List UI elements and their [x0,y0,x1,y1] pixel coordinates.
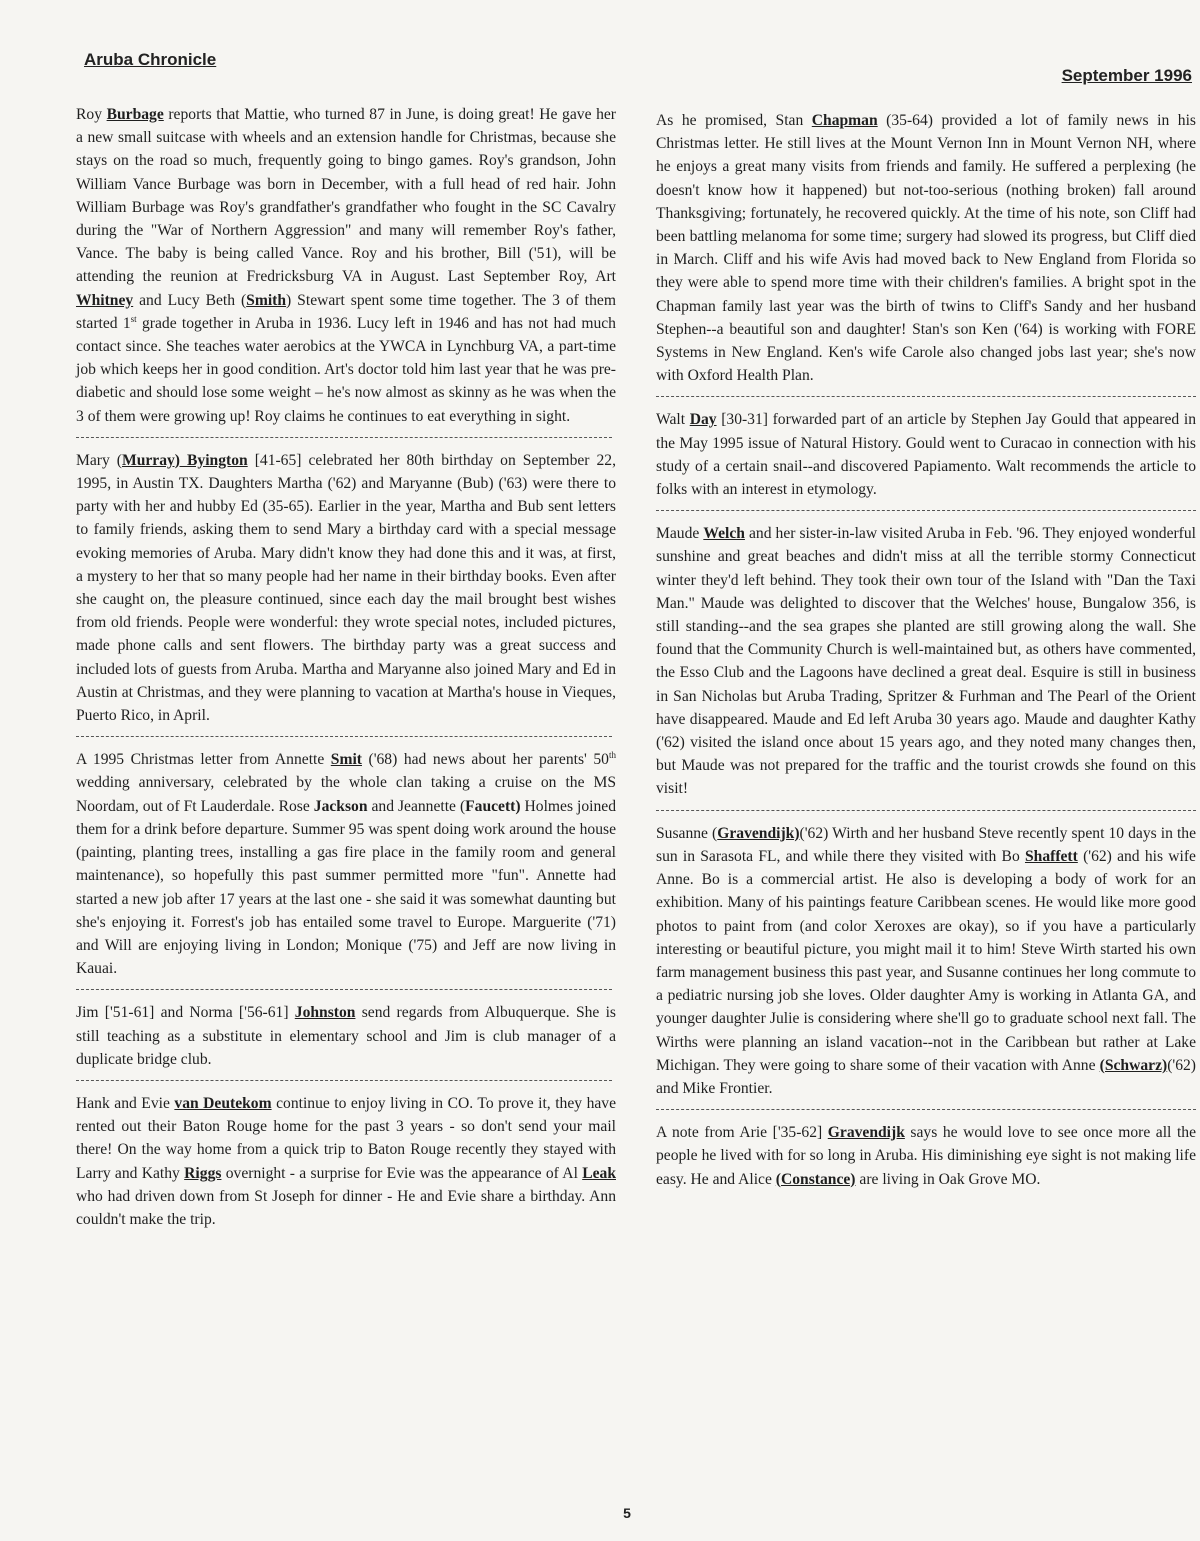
dashed-separator [656,510,1196,511]
text-run: and Lucy Beth ( [133,291,247,309]
news-item-day [656,408,1196,501]
family-name: Whitney [76,291,134,309]
family-name: Day [689,411,717,429]
dashed-separator [656,396,1196,397]
family-name: Gravendijk) [717,824,800,842]
newsletter-masthead: Aruba Chronicle [84,50,217,69]
ordinal-suffix: th [608,750,616,761]
family-name: Gravendijk [827,1124,905,1142]
dashed-separator [656,810,1196,811]
family-name: Welch [703,525,745,543]
text-run: (35-64) provided a lot of family news in his Christmas letter. He still lives at the Mount Vernon Inn in Mount Vernon NH, where he enjoys a great many visits from friends and family. He suffered a perplexing (he doesn't know how it happened) but not-too-serious (nothing broken) fall around Thanksgiving; fortunately, he recovered quickly. At the time of his note, son Cliff had been battling melanoma for some time; surgery had slowed its progress, but Cliff died in March. Cliff and his wife Avis had moved back to New England from Florida so they were able to spend more time with their children's families. A bright spot in the Chapman family last year was the birth of twins to Cliff's Sandy and her husband Stephen--a beautiful son and daughter! Stan's son Ken ('64) is working with FORE Systems in New England. Ken's wife Carole also changed jobs last year; she's now with Oxford Health Plan. [656,112,1196,385]
family-name: Chapman [811,112,878,129]
news-item-van-deutekom [76,1092,616,1231]
news-item-text [656,1121,1196,1191]
text-run: [41-65] celebrated her 80th birthday on September 22, 1995, in Austin TX. Daughters Martha ('62) and Maryanne (Bub) ('63) were there to party with her and hubby Ed (35-65). Earlier in the year, Martha and Bub sent letters to family friends, asking them to send Mary a birthday card with a special message evoking memories of Aruba. Mary didn't know they had done this and it was, at first, a mystery to her that so many people had her name in their birthday books. Even after she caught on, the pleasure continued, since each day the mail brought best wishes from old friends. People were wonderful: they wrote special notes, included pictures, made phone calls and sent flowers. The birthday party was a great success and included lots of guests from Aruba. Martha and Maryanne also joined Mary and Ed in Austin at Christmas, and they were planning to vacation at Martha's house in Vieques, Puerto Rico, in April. [76,451,616,725]
dashed-separator [76,1080,612,1081]
text-run: ('62) and his wife Anne. Bo is a commercial artist. He also is developing a body of work for an exhibition. Many of his paintings feature Caribbean scenes. He would like more good photos to paint from (and color Xeroxes are okay), so if you have a particularly interesting or beautiful picture, you might mail it to him! Steve Wirth started his own farm management business this past year, and Susanne continues her long commute to a pediatric nursing job she loves. Older daughter Amy is working in Atlanta GA, and younger daughter Julie is considering where she'll go to graduate school next fall. The Wirths were planning an island vacation--not in the Caribbean but rather at Lake Michigan. They were going to share some of their vacation with Anne [656,847,1196,1074]
text-run: Roy [76,106,107,123]
news-item-byington [76,449,616,727]
family-name: Smit [330,751,362,769]
family-name: Shaffett [1024,847,1078,865]
family-name: Burbage [106,106,164,123]
text-run: ('62) and Mike Frontier. [656,1056,1196,1097]
text-run: who had driven down from St Joseph for dinner - He and Evie share a birthday. Ann couldn't make the trip. [76,1187,616,1228]
news-item-text [76,1092,616,1231]
text-run: A 1995 Christmas letter from Annette [76,751,331,769]
dashed-separator [656,1109,1196,1110]
text-run: Susanne ( [656,824,718,842]
text-run: Mary ( [76,451,122,469]
news-item-smit [76,748,616,980]
left-column [76,103,616,1231]
news-item-text [656,109,1196,387]
text-run: ('68) had news about her parents' 50 [361,751,609,769]
text-run: Hank and Evie [76,1094,175,1112]
news-item-burbage [76,103,616,428]
news-item-text [76,748,616,980]
text-run: wedding anniversary, celebrated by the whole clan taking a cruise on the MS Noordam, out of Ft Lauderdale. Rose [76,774,616,815]
news-item-text [76,449,616,727]
news-item-gravendijk [656,1121,1196,1191]
news-item-wirth [656,822,1196,1100]
text-run: ('62) Wirth and her husband Steve recently spent 10 days in the sun in Sarasota FL, and while there they visited with Bo [656,824,1196,865]
text-run: and her sister-in-law visited Aruba in Feb. '96. They enjoyed wonderful sunshine and great beaches and didn't miss at all the terrible stormy Connecticut winter they'd left behind. They took their own tour of the Island with "Dan the Taxi Man." Maude was delighted to discover that the Welches' house, Bungalow 356, is still standing--and the sea grapes she planted are still growing along the wall. She found that the Community Church is well-maintained but, as others have commented, the Esso Club and the Lagoons have declined a great deal. Esquire is still in business in San Nicholas but Aruba Trading, Spritzer & Furhman and The Pearl of the Orient have disappeared. Maude and Ed left Aruba 30 years ago. Maude and daughter Kathy ('62) visited the island once about 15 years ago, and they noted many changes then, but Maude was not prepared for the traffic and the tourist crowds she found on this visit! [656,525,1197,798]
family-name: Murray) Byington [121,451,248,469]
news-item-johnston [76,1001,616,1071]
text-run: overnight - a surprise for Evie was the appearance of Al [221,1164,583,1182]
family-name: van Deutekom [174,1094,272,1112]
text-run: [30-31] forwarded part of an article by Stephen Jay Gould that appeared in the May 1995 issue of Natural History. Gould went to Curacao in connection with his study of a certain snail--and discovered Papiamento. Walt recommends the article to folks with an interest in etymology. [656,411,1196,499]
family-name: Johnston [294,1004,356,1022]
family-name: (Constance) [775,1170,856,1188]
text-run: ) Stewart spent some time together. The 3 of them started 1 [76,291,616,332]
news-item-text [76,103,616,428]
bold-name: Jackson [313,797,368,815]
text-run: Holmes joined them for a drink before departure. Summer 95 was spent doing work around the house (painting, planting trees, installing a gas fire place in the family room and general maintenance), so hopefully this past summer permitted more "fun". Annette had started a new job after 17 years at the last one - she said it was somewhat daunting but she's enjoying it. Forrest's job has entailed some travel to Europe. Marguerite ('71) and Will are enjoying living in London; Monique ('75) and Jeff are now living in Kauai. [76,797,616,978]
text-run: Jim ['51-61] and Norma ['56-61] [76,1004,295,1022]
family-name: (Schwarz) [1099,1056,1168,1074]
issue-date: September 1996 [1061,66,1192,85]
bold-name: Faucett) [465,797,521,815]
dashed-separator [76,736,612,737]
dashed-separator [76,989,612,990]
text-run: continue to enjoy living in CO. To prove it, they have rented out their Baton Rouge home for the past 3 years - so don't send your mail there! On the way home from a quick trip to Baton Rouge recently they stayed with Larry and Kathy [76,1094,617,1182]
dashed-separator [76,437,612,438]
text-run: Maude [656,525,704,543]
news-item-welch [656,522,1196,800]
text-run: As he promised, Stan [656,112,812,129]
text-run: grade together in Aruba in 1936. Lucy left in 1946 and has not had much contact since. She teaches water aerobics at the YWCA in Lynchburg VA, a part-time job which keeps her in good condition. Art's doctor told him last year that he was pre-diabetic and should lose some weight – he's now almost as skinny as he was when the 3 of them were growing up! Roy claims he continues to eat everything in sight. [76,314,616,425]
text-run: Walt [656,411,690,429]
ordinal-suffix: st [130,313,137,324]
page-number: 5 [623,1505,631,1521]
news-item-text [76,1001,616,1071]
news-item-text [656,522,1196,800]
family-name: Smith [246,291,287,309]
text-run: A note from Arie ['35-62] [656,1124,828,1142]
family-name: Leak [582,1164,616,1182]
right-column [656,103,1196,1191]
news-item-text [656,822,1196,1100]
news-item-text [656,408,1196,501]
text-run: reports that Mattie, who turned 87 in June, is doing great! He gave her a new small suitcase with wheels and an extension handle for Christmas, because she stays on the road so much, frequently going to bingo games. Roy's grandson, John William Vance Burbage was born in December, with a full head of red hair. John William Burbage was Roy's grandfather's grandfather who fought in the SC Cavalry during the "War of Northern Aggression" and many will remember Roy's father, Vance. The baby is being called Vance. Roy and his brother, Bill ('51), will be attending the reunion at Fredricksburg VA in August. Last September Roy, Art [76,106,616,286]
text-run: are living in Oak Grove MO. [855,1170,1041,1188]
news-item-chapman [656,103,1196,387]
family-name: Riggs [184,1164,222,1182]
text-run: says he would love to see once more all the people he lived with for so long in Aruba. His diminishing eye sight is not making life easy. He and Alice [656,1124,1196,1188]
text-run: send regards from Albuquerque. She is still teaching as a substitute in elementary school and Jim is club manager of a duplicate bridge club. [76,1004,616,1068]
text-run: and Jeannette ( [367,797,466,815]
